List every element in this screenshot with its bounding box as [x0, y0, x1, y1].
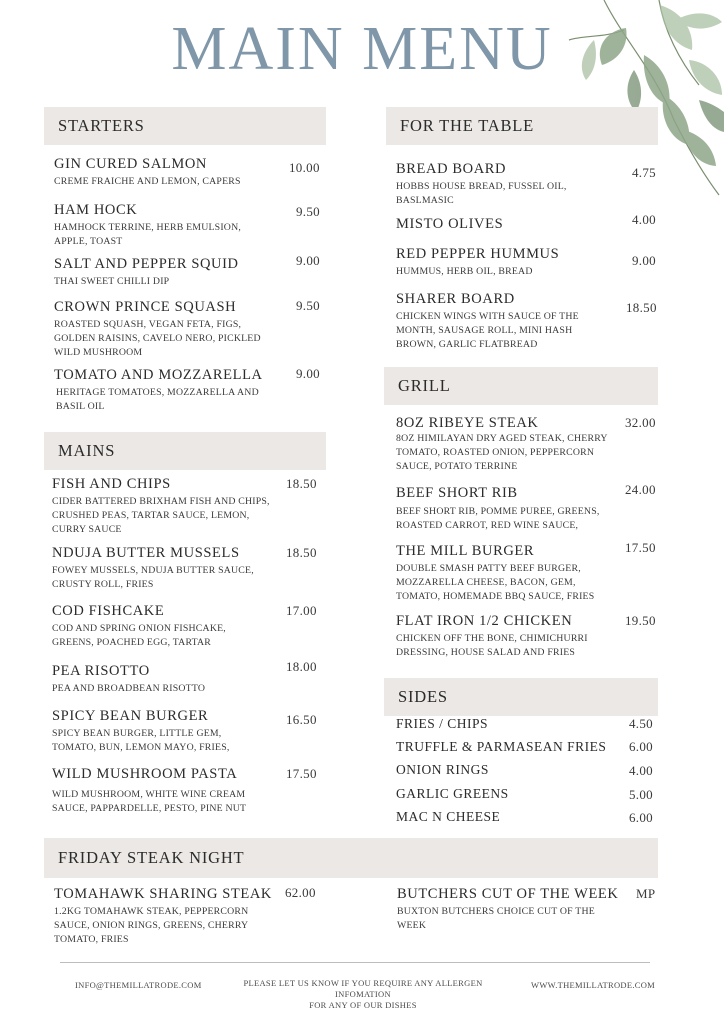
item-price: 4.00	[632, 212, 656, 227]
item-price: 16.50	[286, 712, 317, 727]
page-title: MAIN MENU	[171, 15, 553, 83]
menu-item	[52, 662, 267, 696]
menu-item	[396, 542, 616, 604]
menu-item	[54, 155, 284, 189]
menu-item	[396, 484, 616, 533]
item-price: 9.00	[296, 366, 320, 381]
menu-item	[396, 160, 601, 208]
item-name: HAM HOCK	[54, 202, 138, 218]
allergen-line-2: FOR ANY OF OUR DISHES	[309, 1000, 417, 1010]
section-header-grill: GRILL	[384, 367, 658, 405]
item-description: CREME FRAICHE AND LEMON, CAPERS	[54, 176, 241, 187]
menu-item	[396, 612, 616, 660]
allergen-line-1: PLEASE LET US KNOW IF YOU REQUIRE ANY ALLERGEN INFOMATION	[243, 978, 483, 999]
item-description: CHICKEN WINGS WITH SAUCE OF THE MONTH, SAUSAGE ROLL, MINI HASH BROWN, GARLIC FLATBREAD	[396, 311, 579, 350]
menu-item	[396, 290, 606, 352]
item-description: ROASTED SQUASH, VEGAN FETA, FIGS, GOLDEN RAISINS, CAVELO NERO, PICKLED WILD MUSHROOM	[54, 319, 261, 358]
item-name: BREAD BOARD	[396, 161, 507, 177]
menu-item	[54, 366, 279, 414]
menu-item	[54, 201, 269, 249]
side-item-name: ONION RINGS	[396, 762, 489, 777]
footer-website[interactable]: WWW.THEMILLATRODE.COM	[531, 980, 656, 990]
menu-item	[396, 245, 601, 279]
item-name: TOMAHAWK SHARING STEAK	[54, 886, 272, 902]
item-price: 4.50	[629, 716, 653, 731]
item-price: 9.00	[632, 253, 656, 268]
item-price: 5.00	[629, 787, 653, 802]
item-name: SHARER BOARD	[396, 291, 515, 307]
item-name: WILD MUSHROOM PASTA	[52, 766, 238, 782]
item-price: 10.00	[289, 160, 320, 175]
item-price: 9.50	[296, 204, 320, 219]
item-name: MISTO OLIVES	[396, 216, 504, 232]
section-header-for-the-table: FOR THE TABLE	[386, 107, 658, 145]
item-description: THAI SWEET CHILLI DIP	[54, 276, 170, 287]
item-description: BUXTON BUTCHERS CHOICE CUT OF THE WEEK	[397, 906, 595, 931]
menu-item	[52, 544, 272, 592]
item-description: HOBBS HOUSE BREAD, FUSSEL OIL, BASLMASIC	[396, 181, 567, 206]
section-header-mains: MAINS	[44, 432, 326, 470]
item-description: HAMHOCK TERRINE, HERB EMULSION, APPLE, TOAST	[54, 222, 241, 247]
menu-item	[396, 414, 611, 474]
item-name: COD FISHCAKE	[52, 603, 165, 619]
item-price: 18.50	[286, 476, 317, 491]
footer-allergen-notice	[232, 978, 494, 1011]
item-name: SALT AND PEPPER SQUID	[54, 256, 239, 272]
item-description: BEEF SHORT RIB, POMME PUREE, GREENS, ROASTED CARROT, RED WINE SAUCE,	[396, 506, 600, 531]
item-name: RED PEPPER HUMMUS	[396, 246, 560, 262]
menu-item	[52, 707, 267, 755]
menu-item	[52, 475, 272, 537]
item-description: FOWEY MUSSELS, NDUJA BUTTER SAUCE, CRUSTY ROLL, FRIES	[52, 565, 254, 590]
section-header-starters: STARTERS	[44, 107, 326, 145]
menu-item	[52, 602, 267, 650]
item-name: NDUJA BUTTER MUSSELS	[52, 545, 240, 561]
side-item-name: TRUFFLE & PARMASEAN FRIES	[396, 739, 607, 754]
item-price: 17.00	[286, 603, 317, 618]
item-name: THE MILL BURGER	[396, 543, 535, 559]
footer-email[interactable]: INFO@THEMILLATRODE.COM	[75, 980, 202, 990]
item-name: PEA RISOTTO	[52, 663, 150, 679]
item-price: 62.00	[285, 885, 316, 900]
side-item-name: MAC N CHEESE	[396, 809, 501, 824]
item-name: FLAT IRON 1/2 CHICKEN	[396, 613, 573, 629]
item-description: DOUBLE SMASH PATTY BEEF BURGER, MOZZARELLA CHEESE, BACON, GEM, TOMATO, HOMEMADE BBQ SAUCE, FRIES	[396, 563, 595, 602]
item-price: 18.50	[626, 300, 657, 315]
menu-item	[54, 255, 284, 289]
item-name: BEEF SHORT RIB	[396, 485, 518, 501]
item-name: FISH AND CHIPS	[52, 476, 171, 492]
item-price: 32.00	[625, 415, 656, 430]
item-price: 17.50	[625, 540, 656, 555]
item-price: 19.50	[625, 613, 656, 628]
item-description: SPICY BEAN BURGER, LITTLE GEM, TOMATO, BUN, LEMON MAYO, FRIES,	[52, 728, 230, 753]
section-header-friday-steak-night: FRIDAY STEAK NIGHT	[44, 838, 658, 878]
item-name: GIN CURED SALMON	[54, 156, 207, 172]
item-price: 9.00	[296, 253, 320, 268]
item-price: 17.50	[286, 766, 317, 781]
side-item-name: GARLIC GREENS	[396, 786, 509, 801]
item-price: 24.00	[625, 482, 656, 497]
item-price: 6.00	[629, 810, 653, 825]
item-description: CIDER BATTERED BRIXHAM FISH AND CHIPS, CRUSHED PEAS, TARTAR SAUCE, LEMON, CURRY SAUCE	[52, 496, 270, 535]
menu-item	[397, 885, 622, 933]
item-name: BUTCHERS CUT OF THE WEEK	[397, 886, 619, 902]
item-name: TOMATO AND MOZZARELLA	[54, 367, 263, 383]
item-price: 18.00	[286, 659, 317, 674]
item-name: CROWN PRINCE SQUASH	[54, 299, 237, 315]
item-description: 1.2KG TOMAHAWK STEAK, PEPPERCORN SAUCE, ONION RINGS, GREENS, CHERRY TOMATO, FRIES	[54, 906, 249, 945]
item-price: 6.00	[629, 739, 653, 754]
item-description: COD AND SPRING ONION FISHCAKE, GREENS, POACHED EGG, TARTAR	[52, 623, 226, 648]
item-name: 8OZ RIBEYE STEAK	[396, 415, 539, 431]
item-description: HERITAGE TOMATOES, MOZZARELLA AND BASIL OIL	[56, 387, 259, 412]
item-description: HUMMUS, HERB OIL, BREAD	[396, 266, 533, 277]
item-description: CHICKEN OFF THE BONE, CHIMICHURRI DRESSING, HOUSE SALAD AND FRIES	[396, 633, 588, 658]
footer-divider	[60, 962, 650, 963]
item-price: MP	[636, 886, 656, 901]
item-description: 8OZ HIMILAYAN DRY AGED STEAK, CHERRY TOMATO, ROASTED ONION, PEPPERCORN SAUCE, POTATO TERRINE	[396, 433, 608, 472]
item-price: 4.75	[632, 165, 656, 180]
item-price: 9.50	[296, 298, 320, 313]
item-name: SPICY BEAN BURGER	[52, 708, 209, 724]
menu-item	[54, 298, 279, 360]
item-price: 18.50	[286, 545, 317, 560]
section-header-sides: SIDES	[384, 678, 658, 716]
menu-item	[396, 215, 601, 233]
side-item-name: FRIES / CHIPS	[396, 716, 489, 731]
item-price: 4.00	[629, 763, 653, 778]
menu-item	[52, 765, 272, 816]
item-description: WILD MUSHROOM, WHITE WINE CREAM SAUCE, PAPPARDELLE, PESTO, PINE NUT	[52, 789, 247, 814]
item-description: PEA AND BROADBEAN RISOTTO	[52, 683, 206, 694]
menu-item	[54, 885, 272, 947]
